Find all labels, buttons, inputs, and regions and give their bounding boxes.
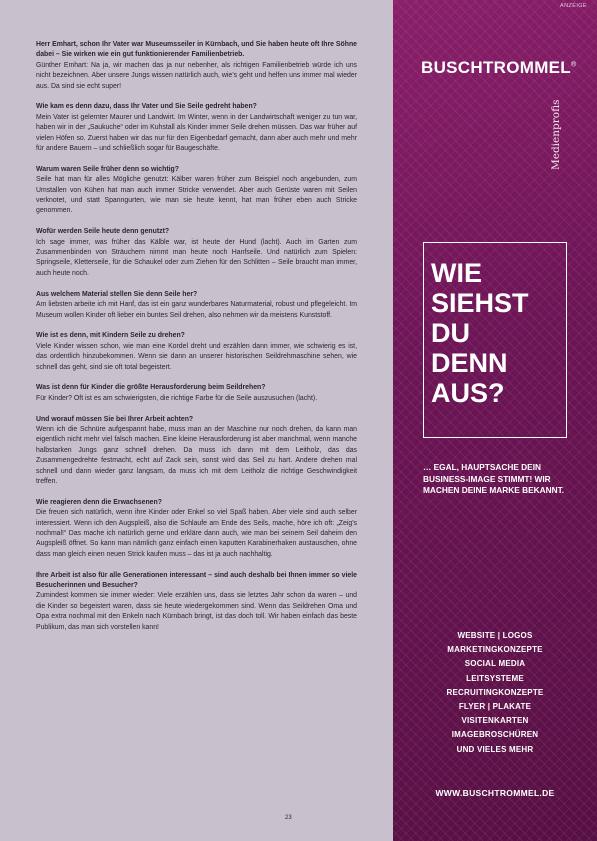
headline-line: SIEHST <box>431 288 529 318</box>
question: Wie kam es denn dazu, dass Ihr Vater und Sie Seile gedreht haben? <box>36 103 257 111</box>
answer: Seile hat man für alles Mögliche genutzt: Kälber waren früher zum Beispiel noch angebunden, zum Umstallen von Kühen hat man auch immer Stricke verwendet. Aber auch Gerüste waren mit Seilen verknotet, und statt Spanngurten, wie man sie heute kennt, hat man früher eben auch Stricke genommen. <box>36 176 357 215</box>
ad-headline <box>431 258 529 408</box>
service-item: LEITSYSTEME <box>466 673 524 683</box>
qa-block <box>36 40 357 92</box>
answer: Am liebsten arbeite ich mit Hanf, das ist ein ganz wunderbares Naturmaterial, robust und pflegeleicht. Im Museum wollen Kinder oft lieber ein buntes Seil drehen, also nehmen wir da meistens Kunststoff. <box>36 301 357 319</box>
answer: Wenn ich die Schnüre aufgespannt habe, muss man an der Maschine nur noch drehen, da kann man eigentlich nicht mehr viel falsch machen. Eine kleine Herausforderung ist aber manchmal, wenn manche halbstarken Jungs ganz schnell drehen. Da muss ich dann mit dem Leitholz, das das Zusammengedrehte festmacht, echt auf Zack sein, sonst wird das Seil zu hart. Andere drehen mal schnell und dann wieder ganz langsam, da muss ich mit dem Leitholz die richtige Geschwindigkeit treffen. <box>36 425 357 485</box>
question: Warum waren Seile früher denn so wichtig? <box>36 165 179 173</box>
qa-block <box>36 165 357 217</box>
brand-subtitle-text: Medienprofis <box>550 99 562 170</box>
question: Herr Emhart, schon Ihr Vater war Museumsseiler in Kürnbach, und Sie haben heute oft Ihre Söhne dabei – Sie wirken wie ein gut funktionierender Familienbetrieb. <box>36 41 357 59</box>
brand-subtitle <box>550 90 570 170</box>
service-item: WEBSITE | LOGOS <box>457 631 533 640</box>
qa-block <box>36 415 357 488</box>
headline-line: WIE <box>431 258 482 288</box>
answer: Mein Vater ist gelernter Maurer und Landwirt. Im Winter, wenn in der Landwirtschaft weniger zu tun war, haben wir in der „Saukuche“ oder im Kuhstall als Kinder immer Seile drehen müssen. Das war früher auf vielen Höfen so. Zuerst haben wir das nur für den Eigenbedarf gemacht, dann aber auch mehr und mehr für andere Bauern – und schließlich sogar für Baugeschäfte. <box>36 113 357 153</box>
question: Wie ist es denn, mit Kindern Seile zu drehen? <box>36 332 185 340</box>
service-item: MARKETINGKONZEPTE <box>447 645 543 655</box>
service-item: FLYER | PLAKATE <box>458 702 532 712</box>
headline-line: AUS? <box>431 378 505 408</box>
service-item: UND VIELES MEHR <box>456 744 534 754</box>
interview-article <box>36 40 357 643</box>
qa-block <box>36 383 357 404</box>
ad-label: ANZEIGE <box>560 3 587 9</box>
service-item: RECRUITINGKONZEPTE <box>446 687 544 697</box>
brand-name: BUSCHTROMMEL <box>421 58 571 77</box>
answer: Günther Emhart: Na ja, wir machen das ja nur nebenher, als richtigen Familienbetrieb würde ich uns nicht bezeichnen. Aber unsere Jungs wissen natürlich auch, wie’s geht und helfen uns immer mal wieder aus. Da sind sie echt super! <box>36 61 357 90</box>
question: Aus welchem Material stellen Sie denn Seile her? <box>36 290 198 298</box>
qa-block <box>36 102 357 154</box>
answer: Zumindest kommen sie immer wieder: Viele erzählen uns, dass sie letztes Jahr schon da waren – und die Kinder so begeistert waren, dass sie heute wiedergekommen sind. Wenn das Seildrehen Oma und Opa extra nochmal mit den Enkeln nach Kürnbach bringt, ist das doch toll. Wir haben einfach das beste Publikum, das man sich vorstellen kann! <box>36 592 357 631</box>
website-link[interactable]: WWW.BUSCHTROMMEL.DE <box>435 788 555 798</box>
services-list <box>393 629 597 757</box>
question: Ihre Arbeit ist also für alle Generationen interessant – sind auch deshalb bei Ihnen immer so viele Besucherinnen und Besucher? <box>36 571 357 589</box>
registered-mark: ® <box>570 61 577 69</box>
page-number: 23 <box>285 815 292 821</box>
answer: Für Kinder? Oft ist es am schwierigsten, die richtige Farbe für die Seile auszusuchen (lacht). <box>36 394 318 402</box>
qa-block <box>36 290 357 321</box>
answer: Die freuen sich natürlich, wenn ihre Kinder oder Enkel so viel Spaß haben. Aber viele sind auch selber interessiert. Wenn ich den Augspleiß, also die Schlaufe am Ende des Seils, mache, höre ich oft: „Zeig’s nochmal!“ Das mache ich natürlich gerne und erkläre dann auch, wie man bei seinem Seil daheim den Augspleiß öffnet. So kann man nämlich ganz einfach einen kaputten Karabinerhaken austauschen, ohne dass man gleich einen neuen Strick kaufen muss – das ist ja auch nachhaltig. <box>36 509 357 558</box>
headline-line: DU <box>431 318 470 348</box>
question: Wofür werden Seile heute denn genutzt? <box>36 228 170 236</box>
qa-block <box>36 498 357 560</box>
advertisement-panel <box>393 0 597 841</box>
headline-line: DENN <box>431 348 508 378</box>
qa-block <box>36 227 357 279</box>
question: Was ist denn für Kinder die größte Herausforderung beim Seildrehen? <box>36 384 266 392</box>
qa-block <box>36 331 357 373</box>
question: Und worauf müssen Sie bei Ihrer Arbeit achten? <box>36 415 194 423</box>
service-item: IMAGEBROSCHÜREN <box>451 730 539 740</box>
brand-logo <box>421 58 576 78</box>
answer: Ich sage immer, was früher das Kälble war, ist heute der Hund (lacht). Auch im Garten zum Zusammenbinden von Sträuchern nimmt man heute noch Hanfseile. Und natürlich zum Spielen: Springseile, Kletterseile, für die Schaukel oder zum Ziehen für den Schlitten – Seile braucht man immer, auch heute noch. <box>36 238 357 277</box>
service-item: VISITENKARTEN <box>461 716 529 726</box>
answer: Viele Kinder wissen schon, wie man eine Kordel dreht und erzählen dann immer, wie schwierig es ist, das ordentlich hinzubekommen. Wenn sie dann an unserer historischen Seildrehmaschine sehen, wie schnell das geht, sind sie oft total begeistert. <box>36 342 357 371</box>
qa-block <box>36 571 357 633</box>
ad-claim: … EGAL, HAUPTSACHE DEIN BUSINESS-IMAGE STIMMT! WIR MACHEN DEINE MARKE BEKANNT. <box>423 462 565 495</box>
service-item: SOCIAL MEDIA <box>464 659 526 669</box>
question: Wie reagieren denn die Erwachsenen? <box>36 498 162 506</box>
